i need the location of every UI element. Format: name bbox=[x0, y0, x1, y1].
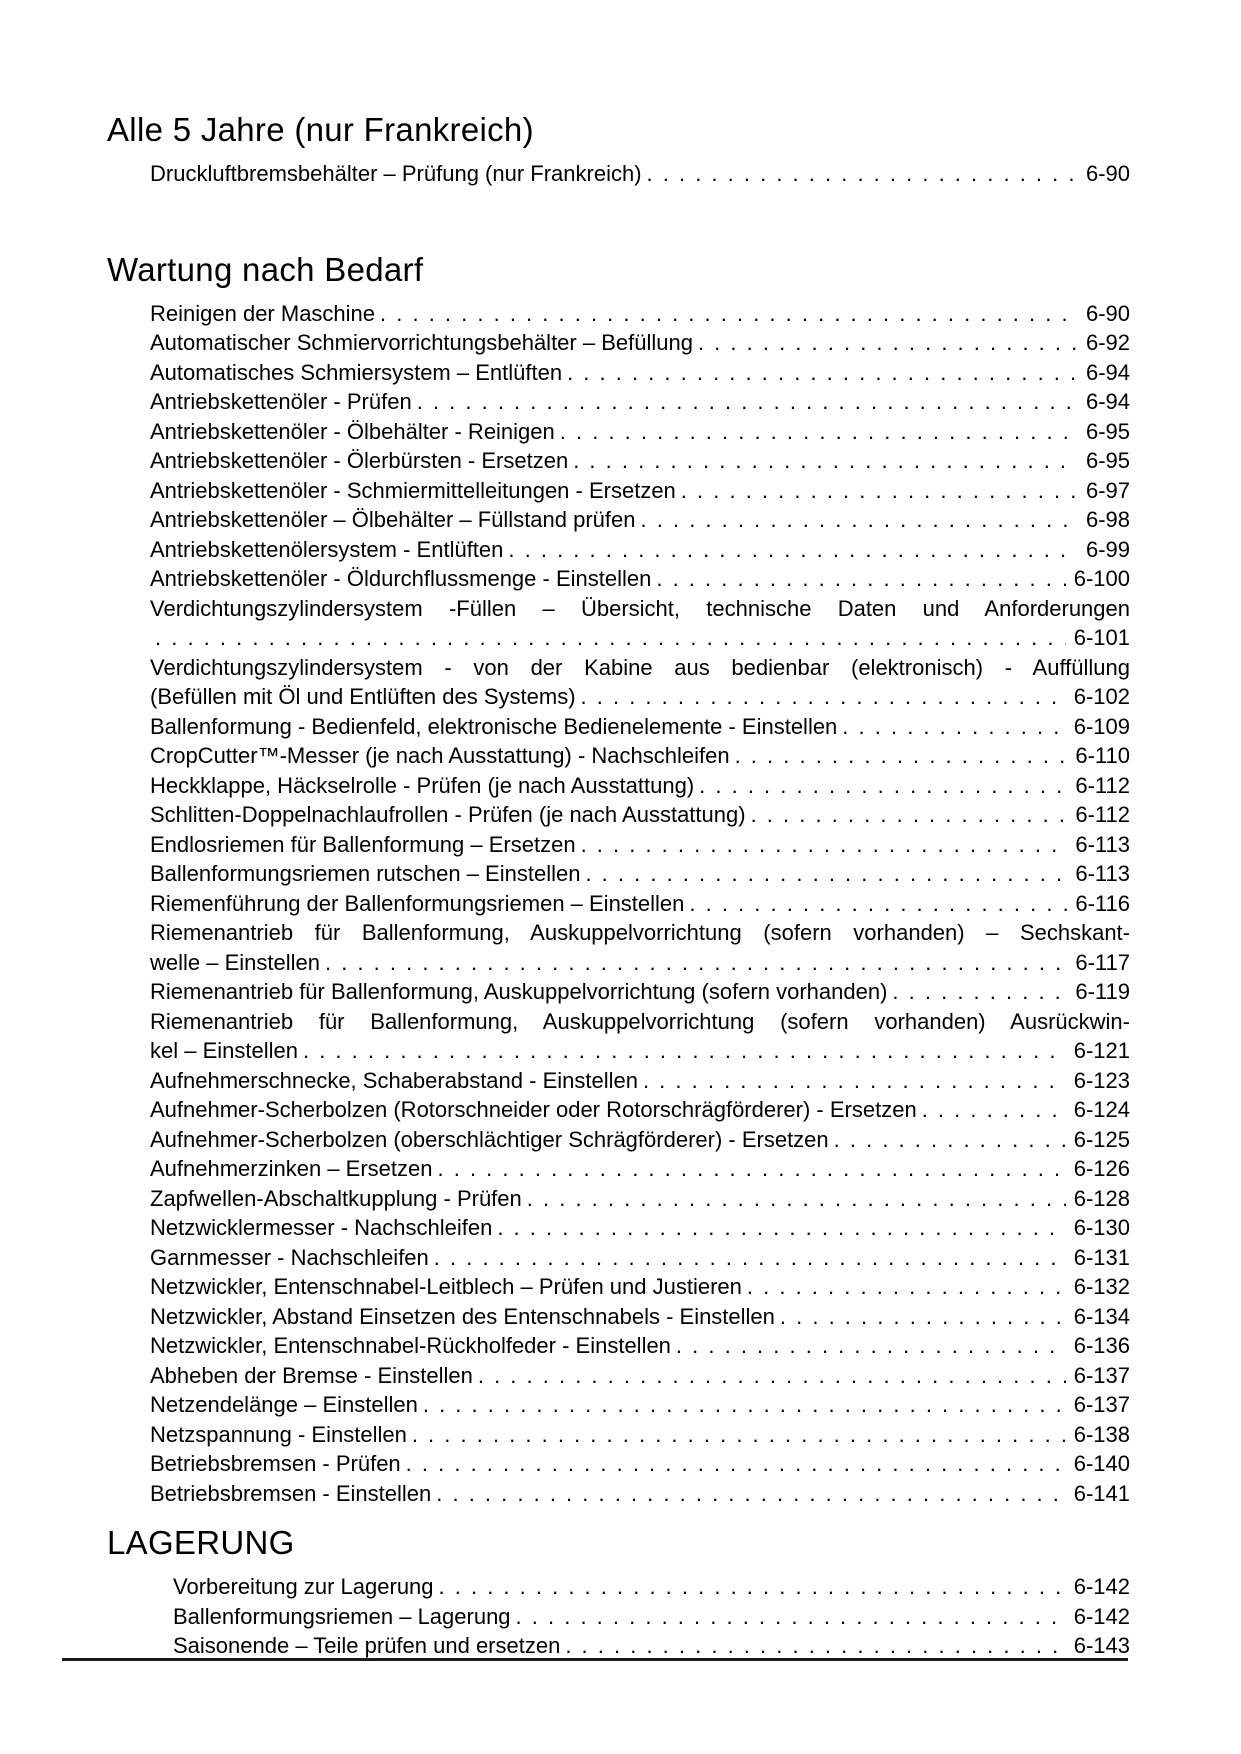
dot-leader bbox=[478, 1361, 1066, 1391]
toc-page-number: 6-138 bbox=[1073, 1421, 1130, 1447]
toc-entry-label: Antriebskettenöler - Schmiermittelleitungen - Ersetzen bbox=[150, 477, 676, 503]
toc-entry-label: Antriebskettenöler – Ölbehälter – Füllstand prüfen bbox=[150, 507, 636, 532]
dot-leader bbox=[834, 1125, 1066, 1155]
toc-page-number: 6-94 bbox=[1085, 389, 1130, 414]
toc-entry bbox=[150, 299, 1130, 329]
dot-leader bbox=[656, 564, 1065, 594]
toc-entry-label: Ballenformungsriemen rutschen – Einstellen bbox=[150, 861, 581, 886]
toc-page-number: 6-125 bbox=[1073, 1126, 1130, 1152]
dot-leader bbox=[641, 505, 1078, 535]
toc-page-number: 6-109 bbox=[1073, 713, 1130, 739]
toc-entry-line bbox=[150, 1125, 1130, 1155]
toc-entry-label: Netzendelänge – Einstellen bbox=[150, 1392, 418, 1417]
toc-entry bbox=[150, 1213, 1130, 1243]
toc-entry-line bbox=[150, 328, 1130, 358]
dot-leader bbox=[573, 446, 1078, 476]
toc-entry bbox=[150, 712, 1130, 742]
toc-page-number: 6-140 bbox=[1073, 1451, 1130, 1476]
toc-page-number: 6-100 bbox=[1073, 566, 1130, 591]
dot-leader bbox=[527, 1184, 1066, 1214]
dot-leader bbox=[423, 1390, 1066, 1420]
dot-leader bbox=[699, 771, 1067, 801]
toc-page-number: 6-113 bbox=[1075, 831, 1130, 857]
toc-page-number: 6-142 bbox=[1073, 1574, 1130, 1599]
toc-section bbox=[0, 251, 1241, 1509]
dot-leader bbox=[751, 800, 1068, 830]
toc-entry-label: Garnmesser - Nachschleifen bbox=[150, 1244, 429, 1270]
toc-entry-line bbox=[150, 1390, 1130, 1420]
toc-page-number: 6-113 bbox=[1075, 861, 1130, 886]
toc-page-number: 6-116 bbox=[1075, 890, 1130, 916]
dot-leader bbox=[747, 1272, 1066, 1302]
toc-entry-line bbox=[150, 682, 1130, 712]
toc-entry-label: Antriebskettenöler - Öldurchflussmenge - Einstellen bbox=[150, 566, 652, 591]
toc-entry-label: Verdichtungszylindersystem -Füllen – Übersicht, technische Daten und Anforderungen bbox=[150, 595, 1130, 621]
toc-entry bbox=[150, 1390, 1130, 1420]
toc-entry-label: Betriebsbremsen - Einstellen bbox=[150, 1480, 432, 1506]
dot-leader bbox=[922, 1095, 1066, 1125]
toc-entry-line bbox=[150, 859, 1130, 889]
toc-page-number: 6-90 bbox=[1085, 161, 1130, 186]
toc-entry bbox=[150, 1184, 1130, 1214]
toc-entry bbox=[150, 535, 1130, 565]
toc-entry bbox=[173, 1602, 1130, 1632]
toc-page-number: 6-123 bbox=[1073, 1067, 1130, 1093]
toc-entry bbox=[150, 889, 1130, 919]
toc-page-number: 6-110 bbox=[1075, 743, 1130, 768]
toc-entry-line bbox=[150, 1331, 1130, 1361]
dot-leader bbox=[647, 159, 1078, 189]
toc-entry-label: Ballenformung - Bedienfeld, elektronische Bedienelemente - Einstellen bbox=[150, 713, 838, 739]
toc-entry bbox=[150, 446, 1130, 476]
dot-leader bbox=[155, 623, 1066, 653]
toc-entry-label: Aufnehmerschnecke, Schaberabstand - Einstellen bbox=[150, 1067, 638, 1093]
dot-leader bbox=[439, 1572, 1066, 1602]
toc-entry-label: Aufnehmer-Scherbolzen (oberschlächtiger Schrägförderer) - Ersetzen bbox=[150, 1126, 829, 1152]
toc-entry-label: Netzwicklermesser - Nachschleifen bbox=[150, 1215, 493, 1240]
toc-page-number: 6-128 bbox=[1073, 1185, 1130, 1211]
toc-entry-label: Reinigen der Maschine bbox=[150, 300, 376, 326]
toc-entry bbox=[150, 1272, 1130, 1302]
toc-entry-label: Riemenantrieb für Ballenformung, Auskuppelvorrichtung (sofern vorhanden) bbox=[150, 979, 888, 1004]
toc-entry-label: Antriebskettenöler - Ölbehälter - Reinigen bbox=[150, 418, 555, 444]
toc-entry-line bbox=[150, 417, 1130, 447]
toc-entry-line bbox=[173, 1602, 1130, 1632]
toc-entry-label: Endlosriemen für Ballenformung – Ersetzen bbox=[150, 831, 576, 857]
toc-entry-line bbox=[150, 1361, 1130, 1391]
toc-entry-line bbox=[150, 1479, 1130, 1509]
toc-page-number: 6-112 bbox=[1075, 772, 1130, 798]
dot-leader bbox=[581, 830, 1068, 860]
dot-leader bbox=[417, 387, 1078, 417]
toc-entry bbox=[150, 771, 1130, 801]
dot-leader bbox=[681, 476, 1078, 506]
toc-page-number: 6-95 bbox=[1085, 448, 1130, 473]
dot-leader bbox=[698, 328, 1078, 358]
toc-entry bbox=[150, 328, 1130, 358]
toc-entry-line bbox=[150, 948, 1130, 978]
dot-leader bbox=[497, 1213, 1065, 1243]
dot-leader bbox=[560, 417, 1078, 447]
footer-rule bbox=[62, 1658, 1128, 1661]
section-heading: Wartung nach Bedarf bbox=[107, 250, 424, 288]
toc-page-number: 6-126 bbox=[1073, 1156, 1130, 1181]
dot-leader bbox=[689, 889, 1067, 919]
toc-entry-label: Betriebsbremsen - Prüfen bbox=[150, 1451, 401, 1476]
dot-leader bbox=[325, 948, 1067, 978]
toc-entry-label: Abheben der Bremse - Einstellen bbox=[150, 1362, 473, 1388]
toc-entry-label: Automatisches Schmiersystem – Entlüften bbox=[150, 359, 563, 385]
section-heading: Alle 5 Jahre (nur Frankreich) bbox=[107, 111, 534, 148]
toc-entry bbox=[150, 1449, 1130, 1479]
toc-entry-line bbox=[150, 535, 1130, 565]
dot-leader bbox=[406, 1449, 1066, 1479]
toc-entry bbox=[150, 1243, 1130, 1273]
toc-entry-line bbox=[150, 1243, 1130, 1273]
toc-entry-line bbox=[150, 476, 1130, 506]
toc-entry-label: Verdichtungszylindersystem - von der Kabine aus bedienbar (elektronisch) - Auffüllung bbox=[150, 654, 1130, 680]
dot-leader bbox=[643, 1066, 1066, 1096]
toc-page-number: 6-124 bbox=[1073, 1097, 1130, 1122]
toc-page-number: 6-136 bbox=[1073, 1333, 1130, 1358]
toc-page-number: 6-141 bbox=[1073, 1480, 1130, 1506]
toc-entry-label: Zapfwellen-Abschaltkupplung - Prüfen bbox=[150, 1185, 522, 1211]
toc-entry bbox=[150, 505, 1130, 535]
toc-page-number: 6-99 bbox=[1085, 536, 1130, 562]
toc-entry-label: CropCutter™-Messer (je nach Ausstattung) - Nachschleifen bbox=[150, 743, 730, 768]
toc-page-number: 6-130 bbox=[1073, 1215, 1130, 1240]
toc-entry bbox=[150, 594, 1130, 653]
toc-entry bbox=[150, 159, 1130, 189]
toc-entry-label: Netzspannung - Einstellen bbox=[150, 1421, 407, 1447]
toc-entry-line bbox=[150, 1420, 1130, 1450]
toc-entry-label: Aufnehmerzinken – Ersetzen bbox=[150, 1156, 433, 1181]
toc-entry-label: Riemenführung der Ballenformungsriemen – Einstellen bbox=[150, 890, 685, 916]
toc-entry-line bbox=[150, 889, 1130, 919]
toc-entry bbox=[150, 800, 1130, 830]
toc-entry bbox=[150, 741, 1130, 771]
toc-entry-line bbox=[150, 1036, 1130, 1066]
dot-leader bbox=[780, 1302, 1066, 1332]
toc-entry bbox=[150, 830, 1130, 860]
dot-leader bbox=[380, 299, 1078, 329]
toc-entry-label: Heckklappe, Häckselrolle - Prüfen (je nach Ausstattung) bbox=[150, 772, 695, 798]
toc-entry-label: Antriebskettenöler - Prüfen bbox=[150, 389, 412, 414]
toc-entry bbox=[150, 476, 1130, 506]
toc-entry-line bbox=[150, 1449, 1130, 1479]
toc-entry-line bbox=[150, 977, 1130, 1007]
toc-entry-line bbox=[150, 1066, 1130, 1096]
dot-leader bbox=[508, 535, 1078, 565]
toc-entry-line bbox=[150, 564, 1130, 594]
toc-entry-line bbox=[150, 712, 1130, 742]
toc-entry-label: Riemenantrieb für Ballenformung, Auskuppelvorrichtung (sofern vorhanden) – Sechskant- bbox=[150, 920, 1130, 945]
dot-leader bbox=[567, 358, 1078, 388]
toc-entry-line bbox=[150, 446, 1130, 476]
dot-leader bbox=[581, 682, 1066, 712]
toc-entry-line bbox=[150, 1272, 1130, 1302]
toc-entry-label: Riemenantrieb für Ballenformung, Auskuppelvorrichtung (sofern vorhanden) Ausrückwin- bbox=[150, 1008, 1130, 1034]
toc-entry-line bbox=[150, 623, 1130, 653]
dot-leader bbox=[434, 1243, 1066, 1273]
toc-entry-label: Automatischer Schmiervorrichtungsbehälter – Befüllung bbox=[150, 330, 693, 355]
toc-entry-line bbox=[150, 771, 1130, 801]
toc-entry bbox=[150, 358, 1130, 388]
toc-entry bbox=[150, 653, 1130, 712]
toc-entry-line bbox=[150, 741, 1130, 771]
dot-leader bbox=[565, 1631, 1065, 1661]
toc-entry-line bbox=[150, 800, 1130, 830]
toc-page-number: 6-97 bbox=[1085, 477, 1130, 503]
toc-page-number: 6-98 bbox=[1085, 507, 1130, 532]
toc-entry-label: Druckluftbremsbehälter – Prüfung (nur Frankreich) bbox=[150, 161, 642, 186]
dot-leader bbox=[436, 1479, 1065, 1509]
toc-page-number: 6-132 bbox=[1073, 1274, 1130, 1299]
toc-entry-label: welle – Einstellen bbox=[150, 949, 320, 975]
toc-entry bbox=[150, 918, 1130, 977]
toc-page-number: 6-102 bbox=[1073, 684, 1130, 709]
toc-page-number: 6-95 bbox=[1085, 418, 1130, 444]
toc-entry-line bbox=[150, 505, 1130, 535]
toc-section bbox=[0, 1524, 1241, 1661]
toc-entry-label: kel – Einstellen bbox=[150, 1038, 298, 1063]
toc-entry bbox=[150, 1302, 1130, 1332]
toc-entry-line bbox=[150, 1302, 1130, 1332]
toc-entry-line bbox=[173, 1631, 1130, 1661]
toc-entry-line bbox=[150, 830, 1130, 860]
toc-entry-label: Netzwickler, Abstand Einsetzen des Entenschnabels - Einstellen bbox=[150, 1303, 775, 1329]
dot-leader bbox=[842, 712, 1065, 742]
toc-entry-label: Saisonende – Teile prüfen und ersetzen bbox=[173, 1633, 561, 1658]
toc-entry bbox=[150, 977, 1130, 1007]
dot-leader bbox=[676, 1331, 1066, 1361]
toc-entry bbox=[150, 1007, 1130, 1066]
toc-entry bbox=[150, 564, 1130, 594]
dot-leader bbox=[516, 1602, 1066, 1632]
toc-entry-label: Netzwickler, Entenschnabel-Leitblech – Prüfen und Justieren bbox=[150, 1274, 742, 1299]
toc-entry-label: Vorbereitung zur Lagerung bbox=[173, 1574, 434, 1599]
toc-entry bbox=[150, 1095, 1130, 1125]
toc-page-number: 6-137 bbox=[1073, 1362, 1130, 1388]
dot-leader bbox=[892, 977, 1067, 1007]
toc-page-number: 6-121 bbox=[1073, 1038, 1130, 1063]
toc-page-number: 6-112 bbox=[1075, 802, 1130, 827]
toc-entry-line bbox=[150, 1184, 1130, 1214]
toc-entry-label: Antriebskettenöler - Ölerbürsten - Ersetzen bbox=[150, 448, 569, 473]
toc-entry-label: Ballenformungsriemen – Lagerung bbox=[173, 1603, 511, 1629]
toc-page-number: 6-90 bbox=[1085, 300, 1130, 326]
toc-entry bbox=[150, 859, 1130, 889]
toc-page-number: 6-92 bbox=[1085, 330, 1130, 355]
toc-entry-label: (Befüllen mit Öl und Entlüften des Systems) bbox=[150, 684, 576, 709]
toc-entry bbox=[150, 387, 1130, 417]
toc-entry-line bbox=[150, 1213, 1130, 1243]
toc-page-number: 6-119 bbox=[1075, 979, 1130, 1004]
toc-entry bbox=[150, 1125, 1130, 1155]
toc-entry-line bbox=[150, 299, 1130, 329]
toc-entry-label: Antriebskettenölersystem - Entlüften bbox=[150, 536, 504, 562]
toc-entry-line bbox=[150, 387, 1130, 417]
dot-leader bbox=[438, 1154, 1066, 1184]
dot-leader bbox=[735, 741, 1068, 771]
toc-page-number: 6-131 bbox=[1073, 1244, 1130, 1270]
toc-entry bbox=[150, 1479, 1130, 1509]
toc-page-number: 6-94 bbox=[1085, 359, 1130, 385]
toc-entry bbox=[150, 417, 1130, 447]
section-heading: LAGERUNG bbox=[107, 1524, 295, 1561]
toc-entry bbox=[173, 1631, 1130, 1661]
toc-entry-label: Aufnehmer-Scherbolzen (Rotorschneider oder Rotorschrägförderer) - Ersetzen bbox=[150, 1097, 917, 1122]
toc-entry-line bbox=[150, 1095, 1130, 1125]
toc-entry-label: Schlitten-Doppelnachlaufrollen - Prüfen (je nach Ausstattung) bbox=[150, 802, 746, 827]
toc-entry bbox=[150, 1154, 1130, 1184]
toc-entry-line bbox=[150, 159, 1130, 189]
toc-entry-line bbox=[150, 1154, 1130, 1184]
toc-page-number: 6-137 bbox=[1073, 1392, 1130, 1417]
toc-page-number: 6-143 bbox=[1073, 1633, 1130, 1658]
toc-entry-line bbox=[150, 358, 1130, 388]
toc-page-number: 6-134 bbox=[1073, 1303, 1130, 1329]
toc-entry bbox=[173, 1572, 1130, 1602]
toc-entry bbox=[150, 1331, 1130, 1361]
dot-leader bbox=[585, 859, 1067, 889]
dot-leader bbox=[412, 1420, 1066, 1450]
toc-section bbox=[0, 111, 1241, 189]
toc-page-number: 6-101 bbox=[1073, 625, 1130, 650]
toc-entry bbox=[150, 1066, 1130, 1096]
toc-entry-line bbox=[173, 1572, 1130, 1602]
toc-entry-label: Netzwickler, Entenschnabel-Rückholfeder - Einstellen bbox=[150, 1333, 671, 1358]
toc-entry bbox=[150, 1361, 1130, 1391]
dot-leader bbox=[303, 1036, 1066, 1066]
toc-page-number: 6-142 bbox=[1073, 1603, 1130, 1629]
toc-entry bbox=[150, 1420, 1130, 1450]
toc-page-number: 6-117 bbox=[1075, 949, 1130, 975]
